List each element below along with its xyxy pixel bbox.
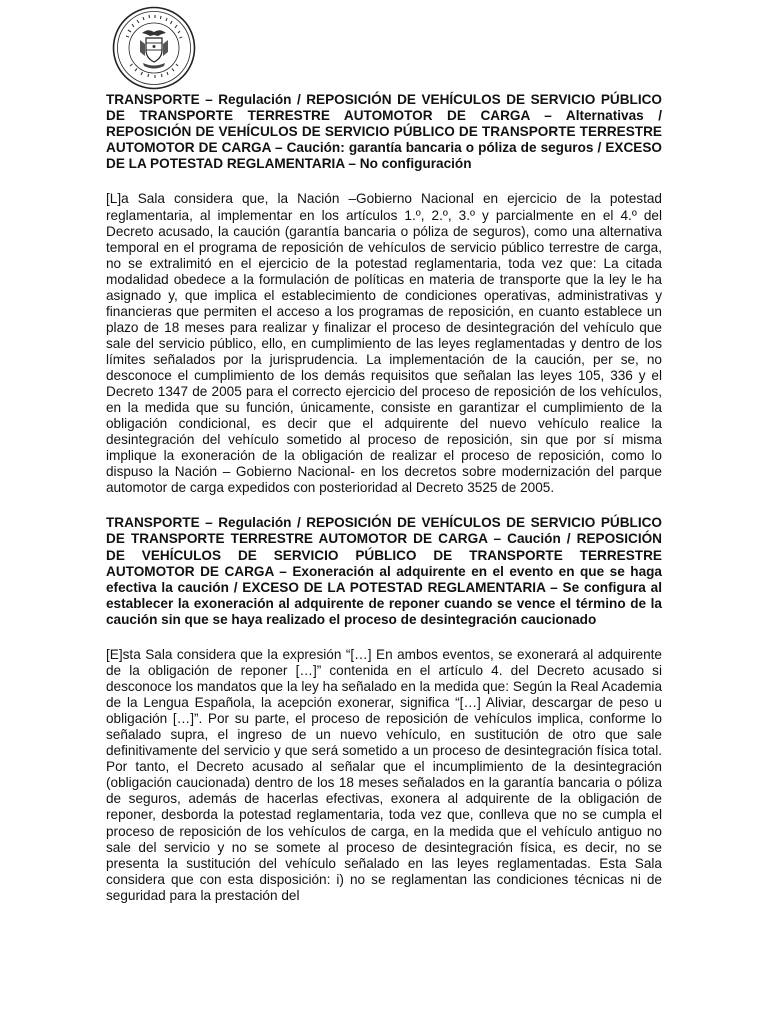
coat-of-arms-seal [112, 6, 196, 90]
section-2-heading: TRANSPORTE – Regulación / REPOSICIÓN DE VEHÍCULOS DE SERVICIO PÚBLICO DE TRANSPORTE TERRESTRE AUTOMOTOR DE CARGA – Caución / REPOSICIÓN DE VEHÍCULOS DE SERVICIO PÚBLICO DE TRANSPORTE TERRESTRE AUTOMOTOR DE CARGA – Exoneración al adquirente en el evento en que se haga efectiva la caución / EXCESO DE LA POTESTAD REGLAMENTARIA – Se configura al establecer la exoneración al adquirente de reponer cuando se vence el término de la caución sin que se haya realizado el proceso de desintegración caucionado [106, 515, 662, 627]
seal-icon [112, 6, 196, 90]
section-2-body: [E]sta Sala considera que la expresión “[…] En ambos eventos, se exonerará al adquirente de la obligación de reponer […]” contenida en el artículo 4. del Decreto acusado si desconoce los mandatos que la ley ha señalado en la medida que: Según la Real Academia de la Lengua Española, la acepción exonerar, significa “[…] Aliviar, descargar de peso u obligación […]”. Por su parte, el proceso de reposición de vehículos implica, conforme lo señalado supra, el ingreso de un nuevo vehículo, en sustitución de otro que sale definitivamente del servicio y que será sometido a un proceso de desintegración física total. Por tanto, el Decreto acusado al señalar que el incumplimiento de la desintegración (obligación caucionada) dentro de los 18 meses señalados en la garantía bancaria o póliza de seguros, además de hacerlas efectivas, exonera al adquirente de la obligación de reponer, desborda la potestad reglamentaria, toda vez que, conlleva que no se cumpla el proceso de reposición de los vehículos de carga, en la medida que el vehículo antiguo no sale del servicio y no se somete al proceso de desintegración física, es decir, no se presenta la sustitución del vehículo señalado en las leyes reglamentadas. Esta Sala considera que con esta disposición: i) no se reglamentan las condiciones técnicas ni de seguridad para la prestación del [106, 647, 662, 903]
document-content [106, 92, 662, 904]
section-1-heading: TRANSPORTE – Regulación / REPOSICIÓN DE VEHÍCULOS DE SERVICIO PÚBLICO DE TRANSPORTE TERRESTRE AUTOMOTOR DE CARGA – Alternativas / REPOSICIÓN DE VEHÍCULOS DE SERVICIO PÚBLICO DE TRANSPORTE TERRESTRE AUTOMOTOR DE CARGA – Caución: garantía bancaria o póliza de seguros / EXCESO DE LA POTESTAD REGLAMENTARIA – No configuración [106, 92, 662, 172]
section-1-body: [L]a Sala considera que, la Nación –Gobierno Nacional en ejercicio de la potestad reglamentaria, al implementar en los artículos 1.º, 2.º, 3.º y parcialmente en el 4.º del Decreto acusado, la caución (garantía bancaria o póliza de seguros), como una alternativa temporal en el programa de reposición de vehículos de servicio público terrestre de carga, no se extralimitó en el ejercicio de la potestad reglamentaria, toda vez que: La citada modalidad obedece a la formulación de políticas en materia de transporte que la ley le ha asignado y, que implica el establecimiento de condiciones operativas, administrativas y financieras que permiten el acceso a los programas de reposición, en cuanto establece un plazo de 18 meses para realizar y finalizar el proceso de desintegración del vehículo que sale del servicio público, ello, en cumplimiento de las leyes reglamentadas y dentro de los límites señalados por la jurisprudencia. La implementación de la caución, per se, no desconoce el cumplimiento de los demás requisitos que señalan las leyes 105, 336 y el Decreto 1347 de 2005 para el correcto ejercicio del proceso de reposición de los vehículos, en la medida que su función, únicamente, consiste en garantizar el cumplimiento de la obligación condicional, es decir que el adquirente del nuevo vehículo realice la desintegración del vehículo sometido al proceso de reposición, sin que por sí misma implique la exoneración de la obligación de realizar el proceso de reposición, como lo dispuso la Nación – Gobierno Nacional- en los decretos sobre modernización del parque automotor de carga expedidos con posterioridad al Decreto 3525 de 2005. [106, 191, 662, 496]
